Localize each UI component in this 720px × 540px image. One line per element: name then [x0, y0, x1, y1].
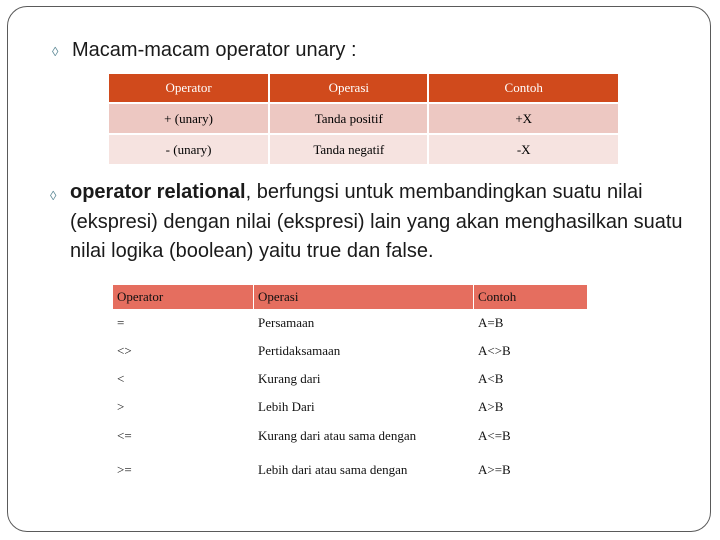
cell-operator: > — [113, 393, 254, 422]
cell-operasi: Lebih Dari — [254, 393, 474, 422]
table-header-row — [113, 285, 588, 310]
table-row — [113, 366, 588, 393]
header-operasi: Operasi — [269, 73, 428, 103]
cell-operator: >= — [113, 451, 254, 490]
bullet-unary — [52, 38, 357, 62]
cell-operasi: Kurang dari — [254, 366, 474, 393]
cell-operasi: Lebih dari atau sama dengan — [254, 451, 474, 490]
cell-operator: + (unary) — [108, 103, 269, 134]
bullet-relational — [50, 178, 690, 267]
header-operasi: Operasi — [254, 285, 474, 310]
cell-operasi: Pertidaksamaan — [254, 337, 474, 366]
table-row — [108, 103, 619, 134]
unary-operator-table — [107, 72, 620, 166]
header-contoh: Contoh — [474, 285, 588, 310]
header-operator: Operator — [113, 285, 254, 310]
cell-contoh: A<B — [474, 366, 588, 393]
cell-operator: - (unary) — [108, 134, 269, 165]
table-row — [113, 337, 588, 366]
cell-operator: = — [113, 310, 254, 337]
cell-operasi: Tanda negatif — [269, 134, 428, 165]
header-operator: Operator — [108, 73, 269, 103]
bullet-unary-text: Macam-macam operator unary : — [72, 39, 357, 61]
table-row — [113, 451, 588, 490]
cell-contoh: +X — [428, 103, 619, 134]
cell-operator: < — [113, 366, 254, 393]
cell-contoh: A<=B — [474, 422, 588, 451]
bullet-relational-bold: operator relational — [70, 181, 246, 203]
table-header-row — [108, 73, 619, 103]
relational-operator-table — [112, 284, 588, 490]
cell-operator: <= — [113, 422, 254, 451]
cell-operator: <> — [113, 337, 254, 366]
table-row — [113, 310, 588, 337]
table-row — [108, 134, 619, 165]
cell-operasi: Kurang dari atau sama dengan — [254, 422, 474, 451]
bullet-icon: ◊ — [50, 188, 57, 203]
bullet-icon: ◊ — [52, 44, 59, 59]
cell-contoh: A<>B — [474, 337, 588, 366]
table-row — [113, 422, 588, 451]
cell-contoh: A>=B — [474, 451, 588, 490]
bullet-relational-text: , berfungsi untuk membandingkan suatu nilai (ekspresi) dengan nilai (ekspresi) lain yang akan menghasilkan suatu nilai logika (boolean) yaitu true dan false. — [70, 181, 683, 262]
cell-contoh: A>B — [474, 393, 588, 422]
cell-contoh: A=B — [474, 310, 588, 337]
table-row — [113, 393, 588, 422]
cell-operasi: Tanda positif — [269, 103, 428, 134]
cell-operasi: Persamaan — [254, 310, 474, 337]
cell-contoh: -X — [428, 134, 619, 165]
header-contoh: Contoh — [428, 73, 619, 103]
